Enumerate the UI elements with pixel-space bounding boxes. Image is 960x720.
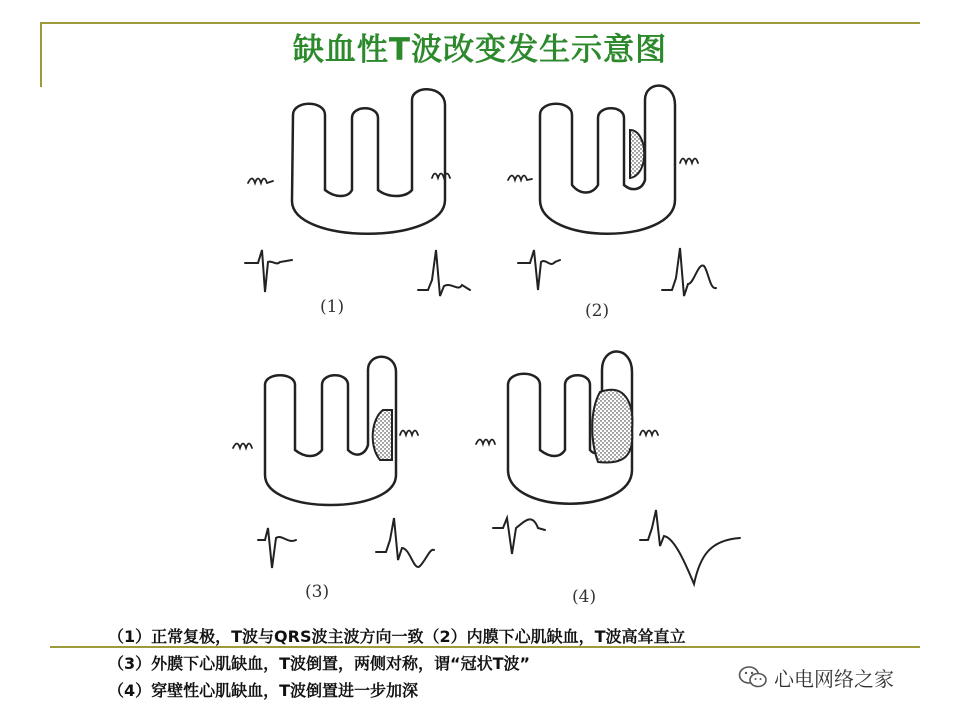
ecg-trace-left	[493, 518, 545, 554]
right-electrode	[432, 174, 450, 179]
panel-label-2: (2)	[585, 301, 610, 321]
ecg-trace-right	[418, 250, 470, 296]
right-electrode	[680, 159, 698, 164]
panel-label-3: (3)	[305, 582, 330, 602]
ecg-trace-left	[518, 250, 560, 290]
caption-line-1: （1）正常复极，T波与QRS波主波方向一致（2）内膜下心肌缺血，T波高耸直立	[108, 627, 686, 646]
caption-line-3: （4）穿壁性心肌缺血，T波倒置进一步加深	[108, 681, 419, 700]
panel-4	[476, 351, 740, 584]
left-electrode	[476, 440, 495, 445]
ecg-trace-right	[640, 510, 740, 584]
left-electrode	[233, 444, 252, 449]
wechat-icon	[738, 664, 768, 690]
panel-3	[233, 357, 434, 568]
ecg-trace-right	[376, 518, 434, 567]
source-watermark	[738, 663, 894, 691]
panel-2	[508, 86, 716, 296]
heart-outline	[540, 86, 675, 234]
panel-1	[245, 89, 470, 296]
caption-line-2: （3）外膜下心肌缺血，T波倒置，两侧对称，谓“冠状T波”	[108, 654, 530, 673]
left-electrode	[508, 176, 532, 181]
ischemic-zone	[592, 390, 632, 463]
watermark-text: 心电网络之家	[774, 666, 894, 691]
left-electrode	[248, 179, 273, 184]
ecg-trace-left	[245, 250, 292, 292]
panel-label-4: (4)	[572, 587, 597, 607]
panel-label-1: (1)	[320, 297, 345, 317]
ischemic-zone	[630, 130, 644, 178]
ecg-trace-right	[662, 248, 716, 296]
right-electrode	[400, 431, 418, 436]
ischemic-zone	[373, 410, 392, 460]
right-electrode	[640, 431, 658, 436]
slide-title: 缺血性T波改变发生示意图	[292, 32, 668, 68]
heart-outline	[292, 89, 445, 233]
ecg-trace-left	[258, 528, 296, 568]
